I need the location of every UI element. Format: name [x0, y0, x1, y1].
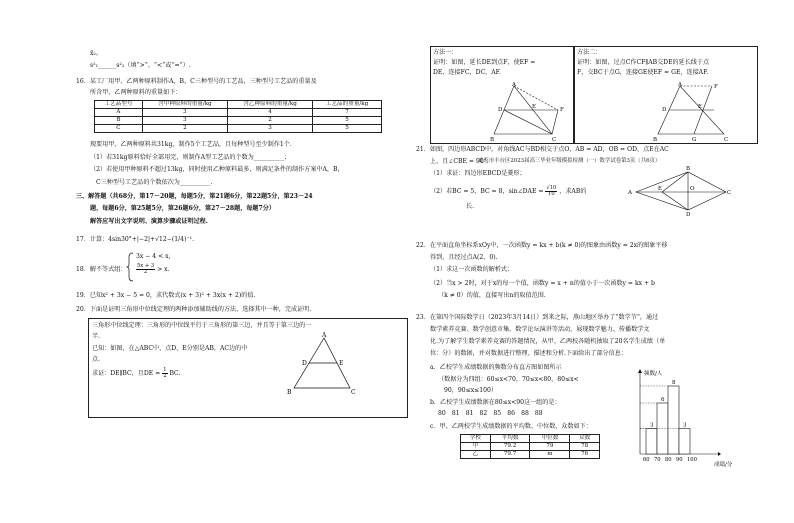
table-cell: 78: [570, 442, 600, 450]
section-3-heading: 三、解答题（共68分，第17－20题，每题5分，第21题6分，第22题5分，第23－24: [76, 193, 313, 200]
prove-text: 求证：DE∥BC，且DE =: [92, 370, 161, 378]
label-b: B: [490, 137, 495, 142]
text-line: x̄₂。: [90, 50, 102, 57]
half-fraction: [162, 368, 167, 379]
table-cell: 4: [228, 108, 313, 116]
sin-den: 10: [548, 191, 555, 198]
text-line: 得到，且经过点A(2，0).: [430, 254, 498, 261]
label-d: D: [662, 107, 667, 113]
table-cell: 76: [570, 450, 600, 458]
histogram-bar: [646, 429, 657, 455]
text-line: 证明：如图，过点C作CF∥AB交DE的延长线于点: [577, 59, 710, 66]
text-line: 所含甲、乙两种原料的重量如下：: [90, 89, 182, 96]
text-line: （2）当x > 2时，对于x的每一个值，函数y = x + n的值小于一次函数y = kx + b: [430, 280, 655, 287]
x-axis-label: 成绩/分: [714, 462, 733, 468]
q18-rest: > x.: [157, 266, 170, 274]
q23-stats-table: [460, 434, 600, 459]
q23-header-3: 众数: [570, 435, 600, 443]
label-d: D: [686, 212, 691, 216]
table-row: [95, 124, 382, 132]
x-axis-arrow: [718, 452, 721, 456]
text-line: [430, 186, 586, 197]
x-tick-label: 80: [665, 457, 672, 463]
q18-fraction: [136, 264, 155, 275]
table-row: [461, 442, 600, 450]
q16-header-1: 含甲种原料的重量/kg: [142, 101, 227, 109]
text-line: （2）若使用甲种原料不超过13kg，同时使用乙种原料最多，则满足条件的制作方案中A，B，: [90, 166, 344, 173]
text-line: （1）求证：四边形EBCD是菱形；: [430, 170, 526, 177]
x-tick-label: 60: [643, 457, 650, 463]
text-line: 现要用甲、乙两种原料共31kg，制作5个工艺品，且每种型号至少制作1个.: [90, 141, 292, 148]
label-o: O: [690, 186, 695, 192]
text-line: 长.: [466, 203, 475, 210]
y-axis-label: 频数/人: [644, 371, 663, 377]
rhombus-figure: [626, 162, 736, 216]
question-17: 17．计算：4sin30°+|−2|+√12−(1/4)⁻¹.: [76, 236, 195, 243]
text-line: 90，90≤x≤100）: [444, 387, 497, 394]
label-e: E: [339, 360, 344, 367]
text-line: 位：分）的数据，并对数据进行整理、描述和分析.下面给出了部分信息：: [430, 350, 627, 357]
text-line: 化.为了解学生数学素养竞赛的答题情况，从甲、乙两校各随机抽取了20名学生成绩（单: [430, 338, 666, 345]
question-19: 19．已知x² + 3x − 5 = 0，求代数式(x + 3)² + 3x(x + 2)的值.: [76, 292, 256, 299]
q23-header-0: 学校: [461, 435, 491, 443]
x-tick-label: 90: [676, 457, 683, 463]
question-16: 16．某工厂用甲、乙两种原料制作A，B，C三种型号的工艺品，三种型号工艺品的重量及: [76, 78, 317, 85]
table-row: [95, 116, 382, 124]
text-line: 点.: [92, 356, 101, 363]
q16-header-3: 工艺品的重量/kg: [313, 101, 382, 109]
bar-value-label: 8: [672, 380, 676, 386]
q18-ineq-a: 3x − 4 < x,: [136, 253, 171, 260]
table-cell: 3: [142, 116, 227, 124]
table-cell: C: [95, 124, 143, 132]
table-cell: 5: [313, 124, 382, 132]
text-line: b．乙校学生成绩数据在80≤x<90这一组的是：: [430, 399, 561, 406]
q16-header-2: 含乙种原料的重量/kg: [228, 101, 313, 109]
text-line: 解答应写出文字说明、演算步骤或证明过程.: [90, 218, 208, 225]
method-1-figure: [490, 80, 570, 142]
label-c: C: [727, 190, 732, 196]
label-d: D: [498, 107, 503, 113]
table-cell: 甲: [461, 442, 491, 450]
sin-num: √10: [546, 185, 557, 191]
q23-header-1: 平均数: [490, 435, 530, 443]
text-line: DE，连接FC，DC，AF.: [433, 69, 501, 76]
text-line: c．甲、乙两校学生成绩数据的平均数、中位数、众数如下：: [430, 423, 592, 430]
q18-ineq-b: [136, 264, 170, 275]
question-22: 22．在平面直角坐标系xOy中，一次函数y = kx + b(k ≠ 0)的图象由函数y = 2x的图象平移: [416, 242, 668, 249]
label-e: E: [532, 104, 537, 110]
text-line: 半.: [92, 333, 101, 340]
histogram-chart: [624, 366, 748, 468]
text-line: F，交BC于点G，连接GE使EF = GE，连接AF.: [577, 69, 709, 76]
page-footer-overlay: 北京市丰台区2023届高三毕业年级模拟检测（一）数学试卷第3页（共6页）: [478, 158, 661, 164]
label-c: C: [724, 137, 729, 142]
label-c: C: [351, 389, 356, 396]
label-c: C: [552, 137, 557, 142]
q16-header-0: 工艺品型号: [95, 101, 143, 109]
left-column: [76, 0, 410, 523]
label-e: E: [658, 186, 663, 192]
bar-value-label: 6: [661, 397, 665, 403]
text-line: 上，且∠CBE = 90°.: [430, 158, 489, 165]
text-line: [92, 368, 180, 379]
table-cell: 79: [530, 442, 570, 450]
text-line: 数学素养竞赛、数学创意市集、数学论坛演讲等活动，展现数学魅力、传播数学文: [430, 326, 650, 333]
q23-header-2: 中位数: [530, 435, 570, 443]
table-cell: 2: [142, 124, 227, 132]
table-cell: 乙: [461, 450, 491, 458]
text-line: 已知：如图，在△ABC中，点D，E分别是AB，AC边的中: [92, 345, 248, 352]
table-cell: 79.2: [490, 442, 530, 450]
table-cell: A: [95, 108, 143, 116]
label-g: G: [692, 137, 697, 142]
method-1-title: 方法一：: [433, 49, 458, 56]
x-tick-label: 70: [654, 457, 661, 463]
right-column: [416, 0, 760, 523]
histogram-bar: [668, 386, 679, 454]
q21-part2-b: ，求AB的: [559, 188, 587, 196]
label-f: F: [560, 107, 564, 113]
text-line: 证明：如图，延长DE到点F，使EF =: [433, 59, 536, 66]
question-20: 20．下面是证明三角形中位线定理的两种添加辅助线的方法，选择其中一种，完成证明.: [76, 306, 312, 313]
table-cell: 2: [228, 116, 313, 124]
label-a: A: [628, 190, 632, 196]
half-den: 2: [163, 373, 167, 380]
y-axis-arrow: [638, 369, 642, 373]
table-cell: 3: [228, 124, 313, 132]
x-tick-label: 100: [687, 457, 697, 463]
bar-value-label: 3: [683, 422, 687, 429]
question-21: 21．如图，四边形ABCD中，对角线AC与BD相交于点O，AB = AD，OB = OD，点E在AC: [416, 146, 669, 153]
label-a: A: [678, 82, 682, 88]
text-line: （1）若31kg原料恰好全部用完，则制作A型工艺品的个数为__________；: [90, 154, 291, 161]
q18-den: 2: [143, 269, 148, 276]
text-line: （1）求这一次函数的解析式；: [430, 266, 514, 273]
table-cell: 5: [313, 116, 382, 124]
triangle-figure: [284, 332, 364, 396]
histogram-bar: [679, 429, 690, 455]
label-e: E: [698, 104, 703, 110]
label-a: A: [512, 82, 516, 88]
table-cell: m: [530, 450, 570, 458]
text-line: C三种型号工艺品的个数依次为__________.: [96, 179, 213, 186]
question-23: 23．在第四个国际数学日（2023年3月14日）到来之际，燕山地区举办了“数学节”，通过: [416, 314, 659, 321]
bar-value-label: 3: [650, 422, 654, 429]
q16-table: [94, 100, 382, 133]
text-line: （k ≠ 0）的值，直接写出n的取值范围.: [438, 292, 546, 299]
text-line: a．乙校学生成绩数据的频数分布直方图如图所示: [430, 364, 562, 371]
text-line: 题，每题6分，第25题5分，第26题6分，第27－28题，每题7分）: [90, 205, 275, 212]
label-a: A: [322, 332, 327, 339]
label-b: B: [686, 166, 691, 172]
text-line: 80 81 81 82 85 86 88 88: [438, 410, 543, 417]
method-2-figure: [650, 80, 750, 142]
brace-icon: [126, 252, 134, 282]
prove-text-end: BC.: [169, 370, 181, 378]
question-18: [76, 266, 126, 274]
text-line: 三角形中位线定理：三角形的中位线平行于三角形的第三边，并且等于第三边的一: [92, 322, 312, 329]
label-f: F: [714, 84, 718, 90]
table-cell: 79.7: [490, 450, 530, 458]
table-cell: B: [95, 116, 143, 124]
table-row: [95, 108, 382, 116]
sin-fraction: [545, 186, 557, 197]
table-row: [461, 450, 600, 458]
q21-part2: （2）若BC = 5，BC = 8，sin∠DAE =: [430, 188, 544, 196]
q18-num: 5x + 3: [137, 263, 155, 269]
table-cell: 3: [142, 108, 227, 116]
label-d: D: [302, 360, 307, 367]
text-line: s²₁______s²₂（填“>”、“<”或“=”）.: [90, 62, 191, 69]
label-b: B: [287, 389, 292, 396]
method-2-title: 方法二：: [577, 49, 602, 56]
text-line: （数据分为四组：60≤x<70，70≤x<80，80≤x<: [438, 376, 579, 383]
q18-label: 18．解不等式组：: [76, 266, 127, 273]
label-b: B: [653, 137, 658, 142]
half-num: 1: [163, 367, 167, 373]
table-cell: 7: [313, 108, 382, 116]
